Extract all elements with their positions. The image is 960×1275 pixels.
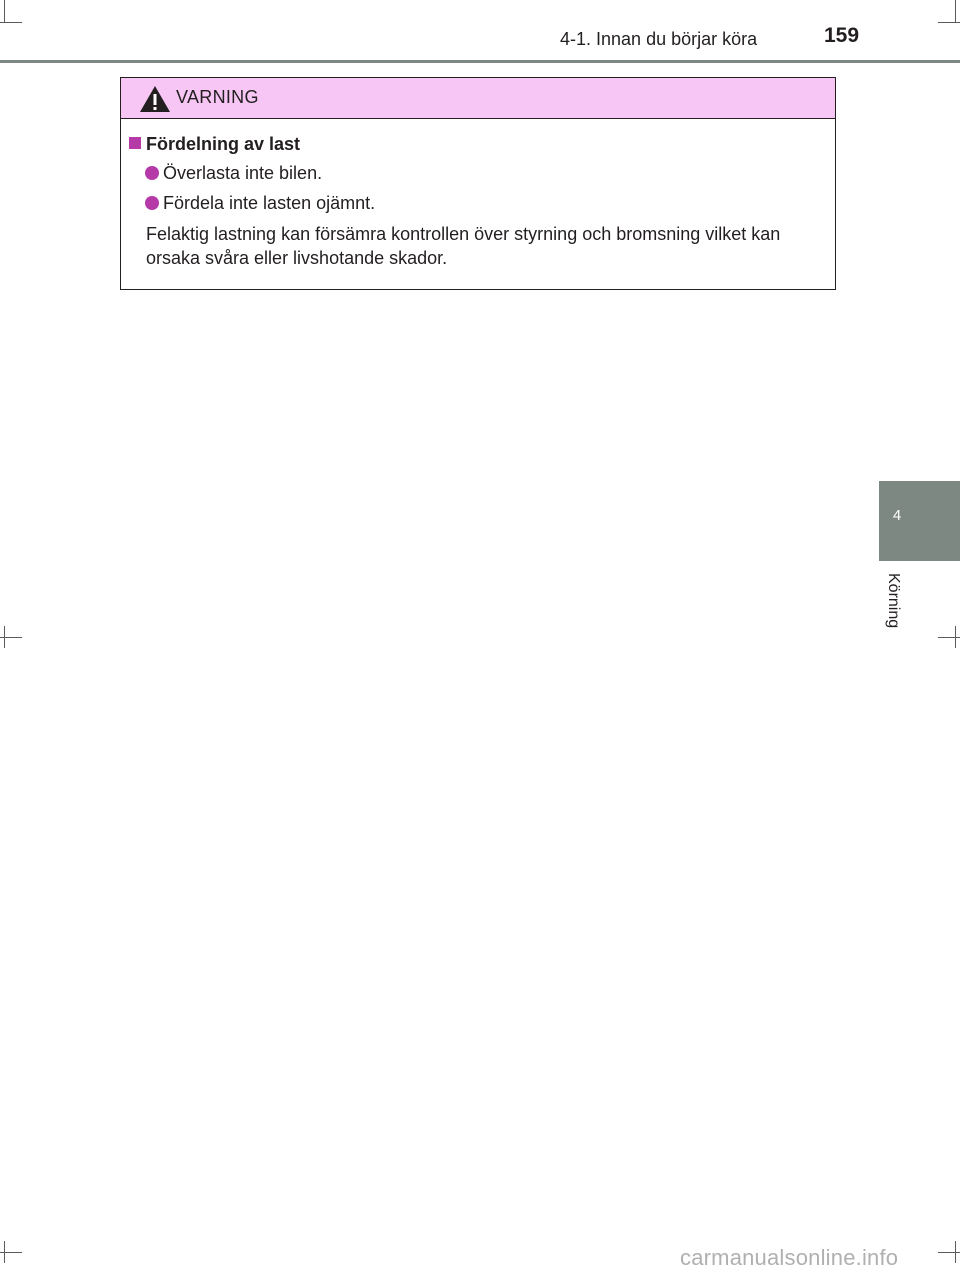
chapter-number: 4 xyxy=(892,507,902,524)
section-title-text: Fördelning av last xyxy=(146,134,301,154)
crop-mark xyxy=(938,637,960,638)
crop-mark xyxy=(955,1241,956,1263)
crop-mark xyxy=(955,0,956,22)
header-rule xyxy=(0,60,960,63)
running-header: 4-1. Innan du börjar köra xyxy=(560,29,758,49)
chapter-tab xyxy=(879,481,960,561)
warning-box xyxy=(120,77,836,290)
crop-mark xyxy=(955,626,956,648)
list-item xyxy=(145,163,322,184)
square-bullet-icon xyxy=(129,137,141,149)
circle-bullet-icon xyxy=(145,166,159,180)
warning-label: VARNING xyxy=(176,87,259,107)
crop-mark xyxy=(4,1241,5,1263)
list-item-text: Överlasta inte bilen. xyxy=(163,163,323,183)
crop-mark xyxy=(938,22,960,23)
crop-mark xyxy=(4,0,5,22)
warning-header xyxy=(121,78,835,119)
list-item xyxy=(145,193,375,214)
section-title xyxy=(129,134,300,155)
list-item-text: Fördela inte lasten ojämnt. xyxy=(163,193,376,213)
chapter-label: Körning xyxy=(885,573,902,629)
warning-triangle-icon xyxy=(139,85,171,118)
crop-mark xyxy=(4,626,5,648)
circle-bullet-icon xyxy=(145,196,159,210)
warning-paragraph: Felaktig lastning kan försämra kontrollen över styrning och bromsning vilket kan orsaka svåra eller livshotande skador. xyxy=(146,224,781,268)
crop-mark xyxy=(0,22,22,23)
page-number: 159 xyxy=(824,24,860,47)
crop-mark xyxy=(938,1252,960,1253)
watermark: carmanualsonline.info xyxy=(680,1245,899,1270)
